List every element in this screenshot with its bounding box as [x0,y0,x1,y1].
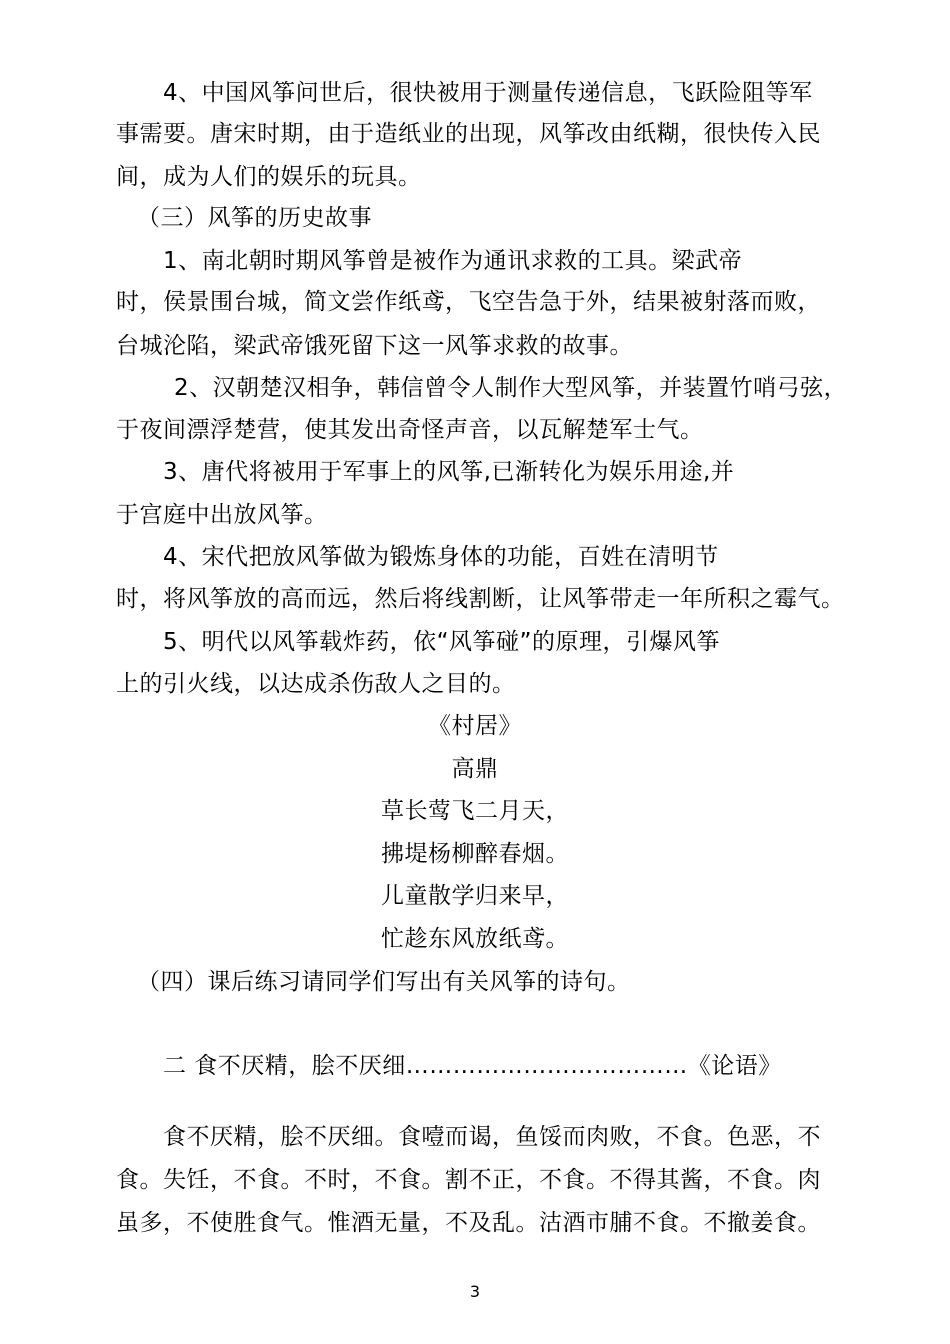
page-number: 3 [469,1282,481,1301]
story-2-line-2: 于夜间漂浮楚营，使其发出奇怪声音，以瓦解楚军士气。 [116,417,704,443]
story-4-line-1: 4、宋代把放风筝做为锻炼身体的功能，百姓在清明节 [163,544,719,570]
story-4-line-2: 时，将风筝放的高而远，然后将线割断，让风筝带走一年所积之霉气。 [116,586,845,612]
story-2-line-1: 2、汉朝楚汉相争，韩信曾令人制作大型风筝，并装置竹哨弓弦， [174,375,848,401]
story-1-line-1: 1、南北朝时期风筝曾是被作为通讯求救的工具。梁武帝 [163,248,743,274]
story-5-line-2: 上的引火线，以达成杀伤敌人之目的。 [116,671,516,697]
poem-line-3: 儿童散学归来早， [381,883,569,909]
story-3-line-2: 于宫庭中出放风筝。 [116,502,328,528]
poem-title: 《村居》 [428,713,522,739]
lunyu-line-3: 虽多，不使胜食气。惟酒无量，不及乱。沽酒市脯不食。不撤姜食。 [116,1210,821,1236]
story-3-line-1: 3、唐代将被用于军事上的风筝,已渐转化为娱乐用途,并 [163,459,735,485]
poem-line-4: 忙趁东风放纸鸢。 [381,926,569,952]
section-4-heading: （四）课后练习请同学们写出有关风筝的诗句。 [137,969,631,995]
paragraph-4-line-1: 4、中国风筝问世后，很快被用于测量传递信息，飞跃险阻等军 [163,80,813,106]
paragraph-4-line-3: 间，成为人们的娱乐的玩具。 [116,164,422,190]
section-2-title: 二 食不厌精，脍不厌细………………………………《论语》 [163,1053,782,1079]
poem-line-2: 拂堤杨柳醉春烟。 [381,841,569,867]
poem-line-1: 草长莺飞二月天， [381,798,569,824]
lunyu-line-2: 食。失饪，不食。不时，不食。割不正，不食。不得其酱，不食。肉 [116,1167,821,1193]
section-3-heading: （三）风筝的历史故事 [137,205,372,231]
story-1-line-3: 台城沦陷，梁武帝饿死留下这一风筝求救的故事。 [116,333,633,359]
poem-author: 高鼎 [451,756,499,782]
lunyu-line-1: 食不厌精，脍不厌细。食噎而谒，鱼馁而肉败，不食。色恶，不 [163,1124,821,1150]
story-5-line-1: 5、明代以风筝载炸药，依“风筝碰”的原理，引爆风筝 [163,629,720,655]
story-1-line-2: 时，侯景围台城，简文尝作纸鸢，飞空告急于外，结果被射落而败， [116,289,821,315]
paragraph-4-line-2: 事需要。唐宋时期，由于造纸业的出现，风筝改由纸糊，很快传入民 [116,121,821,147]
